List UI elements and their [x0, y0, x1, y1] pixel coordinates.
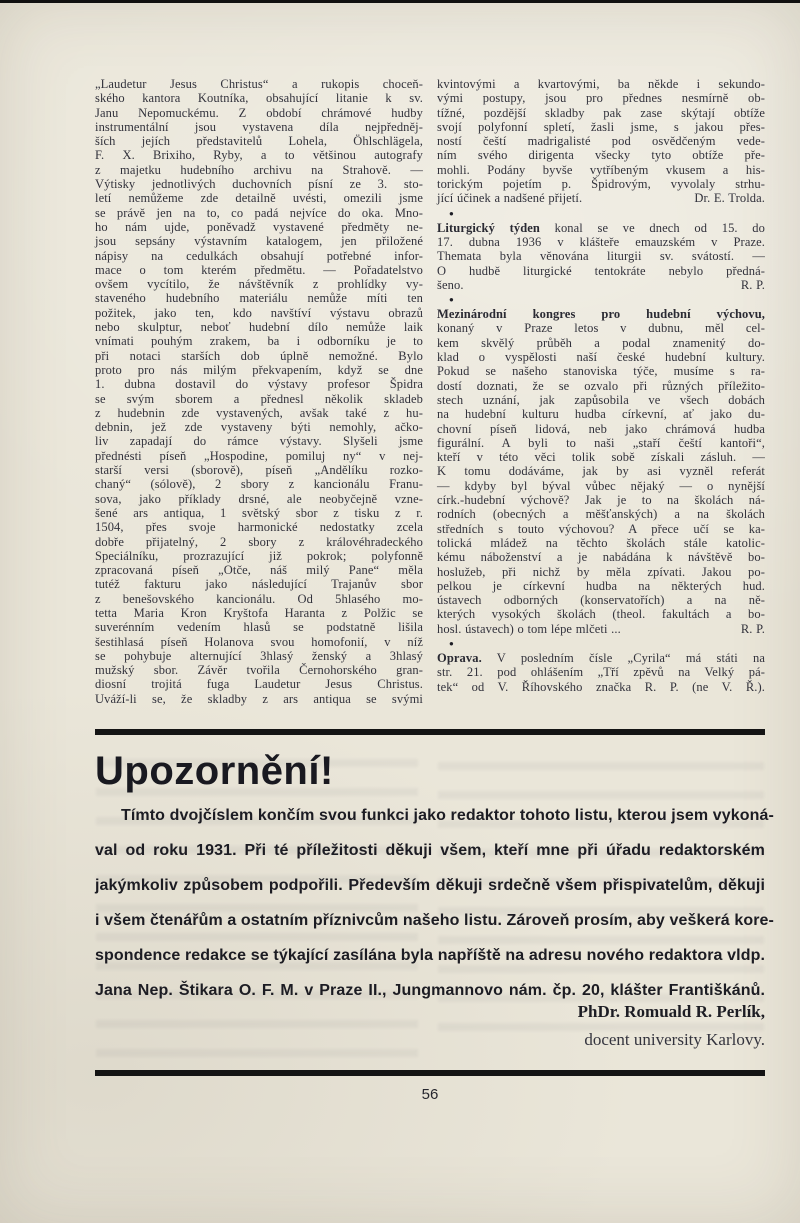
- notice-text-line: spondence redakce se týkající zasílána byla napříště na adresu nového redaktora vldp.: [95, 947, 765, 964]
- article-column-right: [437, 77, 765, 706]
- notice-text-line: Tímto dvojčíslem končím svou funkci jako redaktor tohoto listu, kterou jsem vykoná-: [121, 807, 774, 824]
- article-text-line: z hudebnin zde vystavených, avšak také z hu-: [95, 405, 423, 420]
- article-text-line: staveného hudebního materiálu nemůže míti ten: [95, 291, 423, 306]
- article-text-line: se právě jen na to, co padá nejvíce do oka. Mno-: [95, 205, 423, 220]
- article-text-line: při notaci starších dob úplně nemožné. Bylo: [95, 348, 423, 363]
- article-text-line: debnin, jež zde vystaveny býti nemohly, ačko-: [95, 420, 423, 435]
- article-text-line: figurální. A byli to naši „staří čeští kantoři“,: [437, 435, 765, 450]
- article-text-line: mužský sbor. Závěr tvořila Černohorského gran-: [95, 663, 423, 678]
- article-text-line: Liturgický týden konal se ve dnech od 15. do: [437, 220, 765, 235]
- article-text-line: jící účinek a nadšené přijetí. Dr. E. Trolda.: [437, 191, 765, 206]
- article-text-line: klad o vyspělosti naší české hudební kultury.: [437, 350, 765, 365]
- article-text-line: kému náboženství a je nabádána k návštěvě bo-: [437, 550, 765, 565]
- article-text-line: přednésti píseň „Hospodine, pomiluj ny“ v nej-: [95, 448, 423, 463]
- article-text-line: jsou sepsány výstavním katalogem, jen přiložené: [95, 234, 423, 249]
- article-text-line: středních s touto výchovou? A přece učí se ka-: [437, 521, 765, 536]
- article-text-line: Uváží-li se, že skladby z ars antiqua se svými: [95, 691, 423, 706]
- article-text-line: hoslužeb, při nichž by měla zpívati. Jakou po-: [437, 564, 765, 579]
- article-signature: Dr. E. Trolda.: [694, 191, 765, 206]
- article-text-line: rodních (obecných a měšťanských) a na školách: [437, 507, 765, 522]
- article-signature: R. P.: [740, 621, 765, 636]
- article-text-line: ústavech odborných (konservatořích) a na ně-: [437, 593, 765, 608]
- paragraph-bold-lead: Mezinárodní kongres pro hudební výchovu,: [437, 307, 765, 322]
- article-text-line: 1504, přes svoje harmonické nedostatky zcela: [95, 520, 423, 535]
- article-text-line: zpracovaná píseň „Otče, náš milý Pane“ měla: [95, 563, 423, 578]
- article-text-line: O hudbě liturgické tentokráte nebylo předná-: [437, 263, 765, 278]
- article-text-line: tížné, pozdější skladby pak zase skýtají obtíže: [437, 105, 765, 120]
- page-number: 56: [421, 1086, 439, 1103]
- article-text-line: starší versi (sborově), píseň „Andělíku rozko-: [95, 463, 423, 478]
- article-text-line: kteří v této věci tolik sobě získali zásluh. —: [437, 450, 765, 465]
- article-text-line: požitek, jako ten, kdo navštíví výstavu obrazů: [95, 305, 423, 320]
- article-text-line: tolická mládež na těchto školách stále katolic-: [437, 535, 765, 550]
- article-text-line: instrumentální jsou vystavena díla nejpředněj-: [95, 119, 423, 134]
- article-text-line: ovšem vycítilo, že návštěvník z prohlídky vy-: [95, 277, 423, 292]
- article-text-line: nápisy na cedulkách obsahují potřebné infor-: [95, 248, 423, 263]
- article-text-line: K tomu dodáváme, jak by asi vyzněl referát: [437, 464, 765, 479]
- article-text-line: torickým pojetím p. Špidrovým, vyvolaly strhu-: [437, 177, 765, 192]
- article-signature: R. P.: [740, 277, 765, 292]
- paragraph-divider-dot-icon: ●: [449, 638, 454, 648]
- notice-text-line: jakýmkoliv způsobem podpořili. Především děkuji srdečně všem přispivatelům, děkuji: [95, 877, 765, 894]
- article-text-line: 17. dubna 1936 v klášteře emauzském v Praze.: [437, 234, 765, 249]
- article-text-line: pelkou je církevní hudba na některých hud.: [437, 578, 765, 593]
- article-text-line: 1. dubna dostavil do výstavy profesor Špidra: [95, 377, 423, 392]
- article-text-line: str. 21. pod ohlášením „Tří zpěvů na Velký pá-: [437, 665, 765, 680]
- article-text-line: hosl. ústavech) o tom lépe mlčeti ... R. P.: [437, 621, 765, 636]
- article-text-line: proto pro nás milým překvapením, když se dne: [95, 362, 423, 377]
- article-text-line: chovní píseň lidová, neb jako chrámová hudba: [437, 421, 765, 436]
- paragraph-bold-lead: Liturgický týden: [437, 220, 540, 235]
- article-text-line: diosní trojitá fuga Laudetur Jesus Christus.: [95, 677, 423, 692]
- article-text-line: Janu Nepomuckému. Z období chrámové hudby: [95, 105, 423, 120]
- article-column-left: [95, 77, 423, 706]
- article-text-line: ho nám ujde, poněvadž vystavené předměty ne-: [95, 219, 423, 234]
- article-text-line: dostí doznati, že se ozvalo při různých příležito-: [437, 378, 765, 393]
- article-text-line: círk.-hudební výchově? Jak je to na školách ná-: [437, 493, 765, 508]
- article-text-line: vými postupy, jsou pro přednes nesmírně ob-: [437, 91, 765, 106]
- article-text-line: „Laudetur Jesus Christus“ a rukopis choceň-: [95, 77, 423, 91]
- signature-name: PhDr. Romuald R. Perlík,: [577, 1002, 765, 1021]
- article-text-line: letí nemůžeme zde detailně uvésti, omezili jsme: [95, 191, 423, 206]
- article-text-line: na hudební kulturu hudba církevní, ať jako du-: [437, 407, 765, 422]
- article-text-line: chaný“ (sólově), 2 sbory z kancionálu Franu-: [95, 477, 423, 492]
- page-footer-rule: [95, 1070, 765, 1076]
- paragraph-divider-dot-icon: ●: [449, 208, 454, 218]
- article-text-line: liv zapadají do rámce výstavy. Slyšeli jsme: [95, 434, 423, 449]
- article-columns: [95, 77, 765, 706]
- article-text-line: sova, jako příklady drsné, ale neobyčejně vzne-: [95, 491, 423, 506]
- article-text-line: kterých vysokých školách (theol. fakultách a bo-: [437, 607, 765, 622]
- article-text-line: ších jejích představitelů Lohela, Öhlschlägela,: [95, 134, 423, 149]
- article-text-line: Pokud se našeho stanoviska týče, musíme s ra-: [437, 364, 765, 379]
- article-text-line: šené ars antiqua, 1 světský sbor z tisku z r.: [95, 505, 423, 520]
- article-text-line: se svým sborem a přednesl několik skladeb: [95, 391, 423, 406]
- article-text-line: tetta Maria Kron Kryštofa Haranta z Polžic se: [95, 605, 423, 620]
- notice-text-line: val od roku 1931. Při té příležitosti děkuji všem, kteří mne při úřadu redaktorském: [95, 842, 765, 859]
- article-text-line: nebo skulptur, neboť hudební dílo nemůže laik: [95, 320, 423, 335]
- article-text-line: šeno. R. P.: [437, 277, 765, 292]
- article-text-line: F. X. Brixiho, Ryby, a to většinou autografy: [95, 148, 423, 163]
- article-text-line: se pohybuje alternující 3hlasý ženský a 3hlasý: [95, 648, 423, 663]
- article-text-line: Oprava. V posledním čísle „Cyrila“ má státi na: [437, 650, 765, 665]
- article-text-line: ského kantora Koutníka, obsahující litanie k sv.: [95, 91, 423, 106]
- article-text-line: ním svého dirigenta všecky tyto obtíže pře-: [437, 148, 765, 163]
- paragraph-bold-lead: Oprava.: [437, 650, 482, 665]
- article-text-line: — kdyby byl býval vůbec nějaký — o nynější: [437, 478, 765, 493]
- article-text-line: stech uznání, jak zapůsobila ve všech dobách: [437, 392, 765, 407]
- article-text-line: [437, 307, 765, 321]
- article-text-line: suverénním vedením hlasů se podstatně lišila: [95, 620, 423, 635]
- notice-heading: Upozornění!: [95, 749, 334, 793]
- article-text-line: kem skvělý průběh a podal znamenitý do-: [437, 335, 765, 350]
- notice-text-line: Jana Nep. Štikara O. F. M. v Praze II., Jungmannovo nám. čp. 20, klášter Františkánů.: [95, 982, 765, 999]
- paragraph-divider-dot-icon: ●: [449, 295, 454, 305]
- article-text-line: konaný v Praze letos v dubnu, měl cel-: [437, 321, 765, 336]
- article-text-line: mohli. Podány byvše vytříbeným vkusem a his-: [437, 162, 765, 177]
- article-text-line: Themata byla věnována liturgii sv. svátostí. —: [437, 249, 765, 264]
- notice-text-line: i všem čtenářům a ostatním příznivcům našeho listu. Zároveň prosím, aby veškerá kore-: [95, 912, 774, 929]
- article-text-line: ností čeští madrigalisté pod osvědčeným vede-: [437, 134, 765, 149]
- article-text-line: dobře přijatelný, 2 sbory z královéhradeckého: [95, 534, 423, 549]
- article-text-line: Výtisky jednotlivých duchovních písní ze 3. sto-: [95, 177, 423, 192]
- section-divider-rule: [95, 729, 765, 735]
- page-content: [95, 0, 774, 1223]
- article-text-line: svojí polyfonní spletí, žasli jsme, s jakou přes-: [437, 119, 765, 134]
- article-text-line: šestihlasá píseň Holanova svou homofonií, v níž: [95, 634, 423, 649]
- article-text-line: z benešovského kancionálu. Od 5hlasého mo-: [95, 591, 423, 606]
- article-text-line: tutéž fakturu jako následující Trajanův sbor: [95, 577, 423, 592]
- notice-body: [95, 798, 774, 1008]
- signature-title: docent university Karlovy.: [584, 1030, 765, 1049]
- article-text-line: tek“ od V. Říhovského značka R. P. (ne V. Ř.).: [437, 679, 765, 694]
- article-text-line: vnímati pouhým zrakem, ba i odborníku je to: [95, 334, 423, 349]
- article-text-line: mace o tom kterém předmětu. — Pořadatelstvo: [95, 262, 423, 277]
- article-text-line: kvintovými a kvartovými, ba někde i sekundo-: [437, 77, 765, 91]
- article-text-line: Speciálníku, prozrazující již pokrok; polyfonně: [95, 548, 423, 563]
- article-text-line: z majetku hudebního archivu na Strahově. —: [95, 162, 423, 177]
